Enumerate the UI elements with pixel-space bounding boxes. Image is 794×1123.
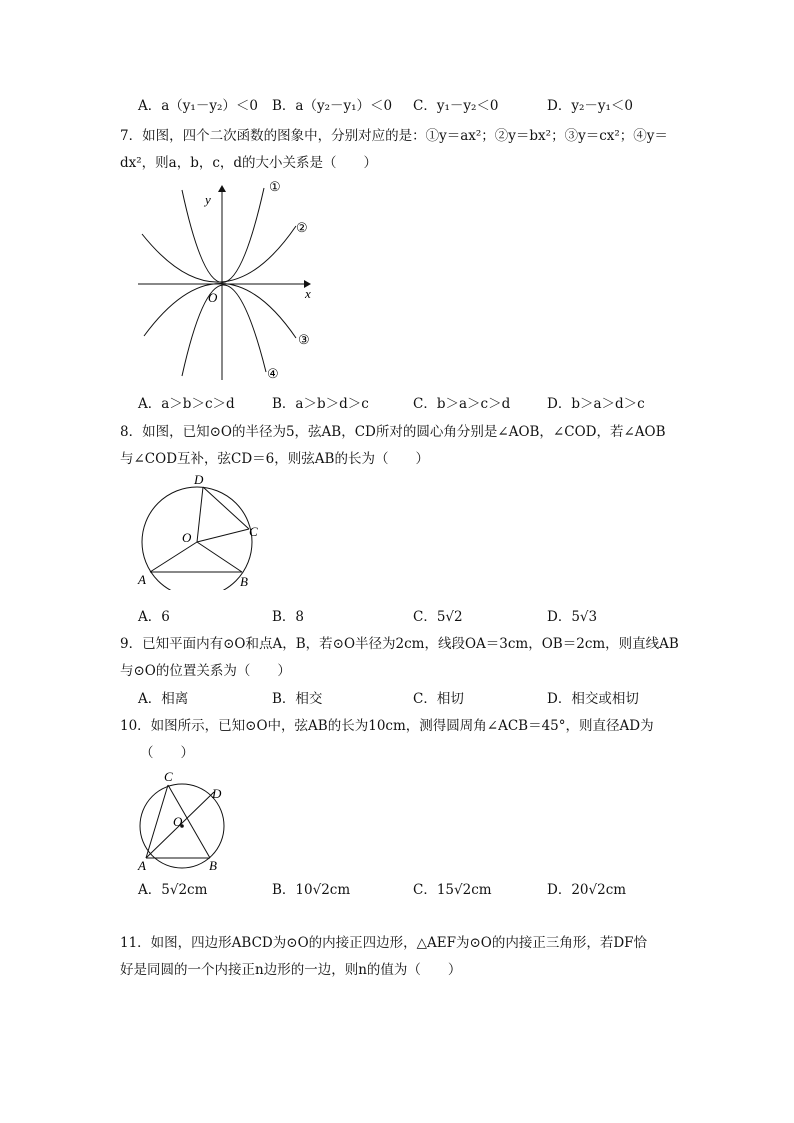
curve-1: [182, 188, 264, 283]
q9-stem-line1: 9．已知平面内有⊙O和点A，B，若⊙O半径为2cm，线段OA＝3cm，OB＝2cm，则直线AB: [120, 636, 679, 652]
label-o: O: [182, 530, 192, 545]
label-b: B: [209, 858, 217, 873]
q7-stem-line1: 7．如图，四个二次函数的图象中，分别对应的是：①y＝ax²；②y＝bx²；③y＝cx²；④y＝: [120, 128, 668, 144]
label-o: O: [173, 814, 183, 829]
q11-stem-line2: 好是同圆的一个内接正n边形的一边，则n的值为（ ）: [120, 962, 462, 978]
q8-option-b[interactable]: B．8: [272, 609, 305, 625]
q8-stem-line1: 8．如图，已知⊙O的半径为5，弦AB，CD所对的圆心角分别是∠AOB，∠COD，若∠AOB: [120, 424, 666, 440]
q9-option-c[interactable]: C．相切: [413, 691, 464, 707]
q6-option-a[interactable]: A．a（y₁－y₂）＜0: [138, 98, 258, 114]
segment-oc: [197, 529, 249, 542]
label-a: A: [138, 572, 146, 587]
segment-oa: [150, 542, 197, 572]
q9-option-b[interactable]: B．相交: [272, 691, 323, 707]
q8-option-a[interactable]: A．6: [138, 609, 170, 625]
q7-option-c[interactable]: C．b＞a＞c＞d: [413, 396, 511, 412]
q9-stem-line2: 与⊙O的位置关系为（ ）: [120, 663, 291, 679]
q10-option-b[interactable]: B．10√2cm: [272, 882, 351, 898]
q9-option-d[interactable]: D．相交或相切: [547, 691, 639, 707]
q6-option-b[interactable]: B．a（y₂－y₁）＜0: [272, 98, 393, 114]
q10-stem-line2: （ ）: [140, 745, 194, 761]
q10-option-d[interactable]: D．20√2cm: [547, 882, 627, 898]
chord-cd: [203, 487, 249, 529]
label-a: A: [138, 858, 146, 873]
q8-stem-line2: 与∠COD互补，弦CD＝6，则弦AB的长为（ ）: [120, 451, 429, 467]
segment-od: [197, 487, 203, 542]
label-c: C: [249, 524, 258, 539]
q8-option-c[interactable]: C．5√2: [413, 609, 463, 625]
q10-stem-line1: 10．如图所示，已知⊙O中，弦AB的长为10cm，测得圆周角∠ACB＝45°，则直径AD为: [120, 718, 654, 734]
curve-4-label: ④: [267, 366, 279, 381]
segment-ob: [197, 542, 242, 572]
curve-2-label: ②: [296, 220, 308, 235]
q7-option-b[interactable]: B．a＞b＞d＞c: [272, 396, 369, 412]
q9-option-a[interactable]: A．相离: [138, 691, 189, 707]
q10-option-c[interactable]: C．15√2cm: [413, 882, 492, 898]
q6-option-c[interactable]: C．y₁－y₂＜0: [413, 98, 499, 114]
curve-2: [142, 226, 296, 282]
q6-option-d[interactable]: D．y₂－y₁＜0: [547, 98, 633, 114]
q10-option-a[interactable]: A．5√2cm: [138, 882, 208, 898]
origin-label: O: [208, 290, 218, 305]
label-c: C: [164, 769, 173, 784]
label-d: D: [194, 472, 204, 487]
curve-3-label: ③: [298, 332, 310, 347]
label-b: B: [240, 574, 248, 589]
q11-stem-line1: 11．如图，四边形ABCD为⊙O的内接正四边形，△AEF为⊙O的内接正三角形，若DF恰: [120, 935, 648, 951]
q7-parabola-figure: [130, 176, 330, 386]
q7-option-d[interactable]: D．b＞a＞d＞c: [547, 396, 645, 412]
q10-circle-figure: [132, 766, 237, 874]
q7-stem-line2: dx²，则a，b，c，d的大小关系是（ ）: [120, 155, 378, 171]
y-axis-label: y: [205, 192, 211, 207]
curve-3: [144, 283, 296, 338]
q8-circle-figure: [132, 470, 262, 590]
label-d: D: [212, 786, 222, 801]
q8-option-d[interactable]: D．5√3: [547, 609, 598, 625]
curve-4: [182, 285, 266, 376]
q7-option-a[interactable]: A．a＞b＞c＞d: [138, 396, 235, 412]
curve-1-label: ①: [269, 179, 281, 194]
x-axis-label: x: [305, 286, 311, 301]
